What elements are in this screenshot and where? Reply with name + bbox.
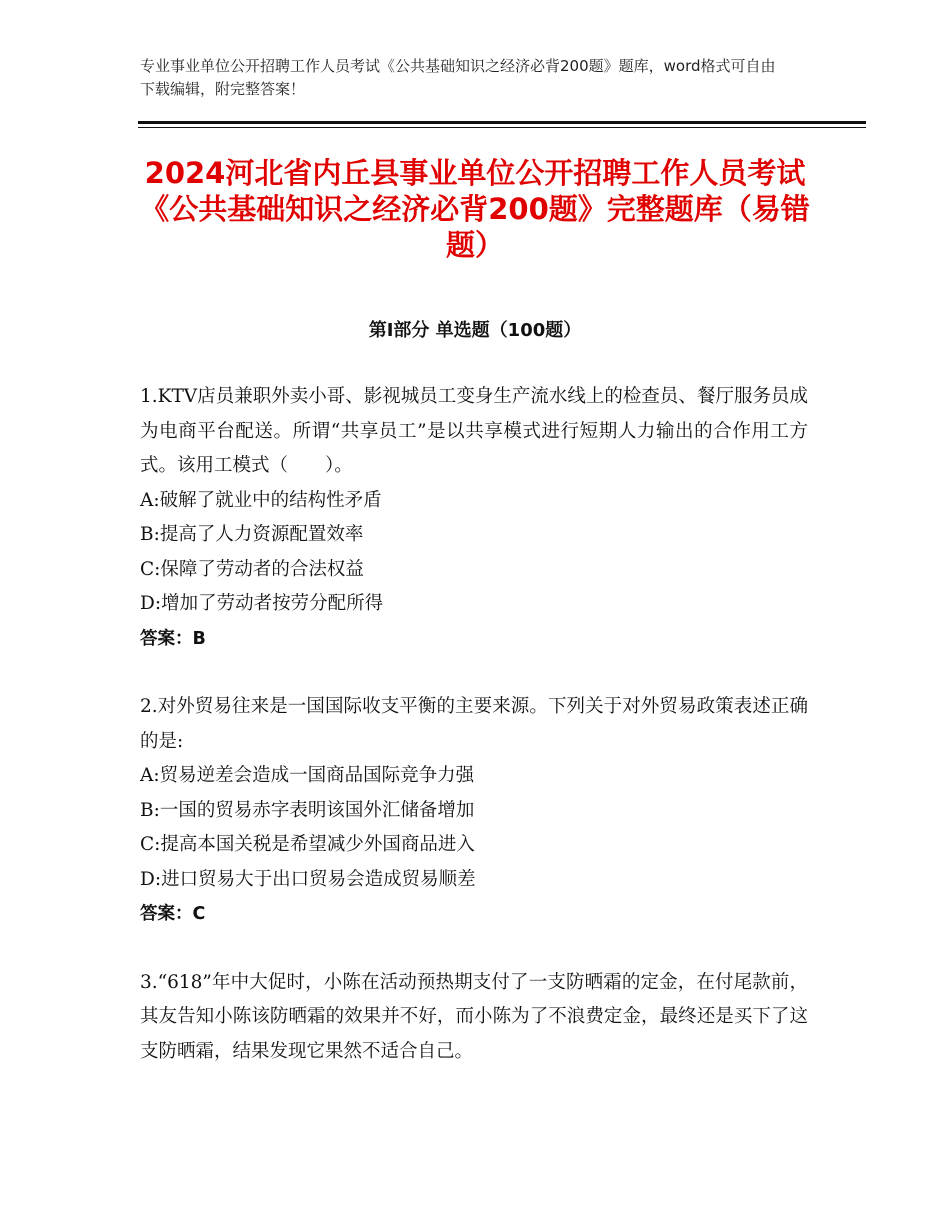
question-2 — [140, 690, 808, 932]
header-divider-thin — [138, 127, 866, 128]
option-a: A:破解了就业中的结构性矛盾 — [140, 489, 382, 511]
option-b: B:一国的贸易赤字表明该国外汇储备增加 — [140, 799, 475, 821]
header-divider-thick — [138, 121, 866, 124]
question-1 — [140, 380, 808, 656]
document-title: 2024河北省内丘县事业单位公开招聘工作人员考试《公共基础知识之经济必背200题》完整题库（易错题） — [140, 156, 810, 262]
header-note: 专业事业单位公开招聘工作人员考试《公共基础知识之经济必背200题》题库，word格式可自由下载编辑，附完整答案！ — [140, 57, 776, 98]
option-b: B:提高了人力资源配置效率 — [140, 524, 364, 545]
answer-label: 答案：C — [140, 904, 206, 924]
answer-label: 答案：B — [140, 628, 206, 649]
section-title: 第Ⅰ部分 单选题（100题） — [368, 320, 582, 341]
question-stem: 1.KTV店员兼职外卖小哥、影视城员工变身生产流水线上的检查员、餐厅服务员成为电商平台配送。所谓“共享员工”是以共享模式进行短期人力输出的合作用工方式。该用工模式（ ）。 — [140, 386, 808, 476]
option-c: C:提高本国关税是希望减少外国商品进入 — [140, 834, 475, 855]
option-d: D:进口贸易大于出口贸易会造成贸易顺差 — [140, 868, 476, 890]
question-stem: 2.对外贸易往来是一国国际收支平衡的主要来源。下列关于对外贸易政策表述正确的是: — [140, 696, 808, 752]
option-a: A:贸易逆差会造成一国商品国际竞争力强 — [140, 765, 475, 786]
question-stem: 3.“618”年中大促时，小陈在活动预热期支付了一支防晒霜的定金，在付尾款前，其友告知小陈该防晒霜的效果并不好，而小陈为了不浪费定金，最终还是买下了这支防晒霜，结果发现它果然不适合自己。 — [140, 971, 808, 1062]
option-c: C:保障了劳动者的合法权益 — [140, 558, 364, 580]
question-list — [140, 380, 808, 1103]
question-3 — [140, 966, 808, 1070]
option-d: D:增加了劳动者按劳分配所得 — [140, 593, 384, 614]
